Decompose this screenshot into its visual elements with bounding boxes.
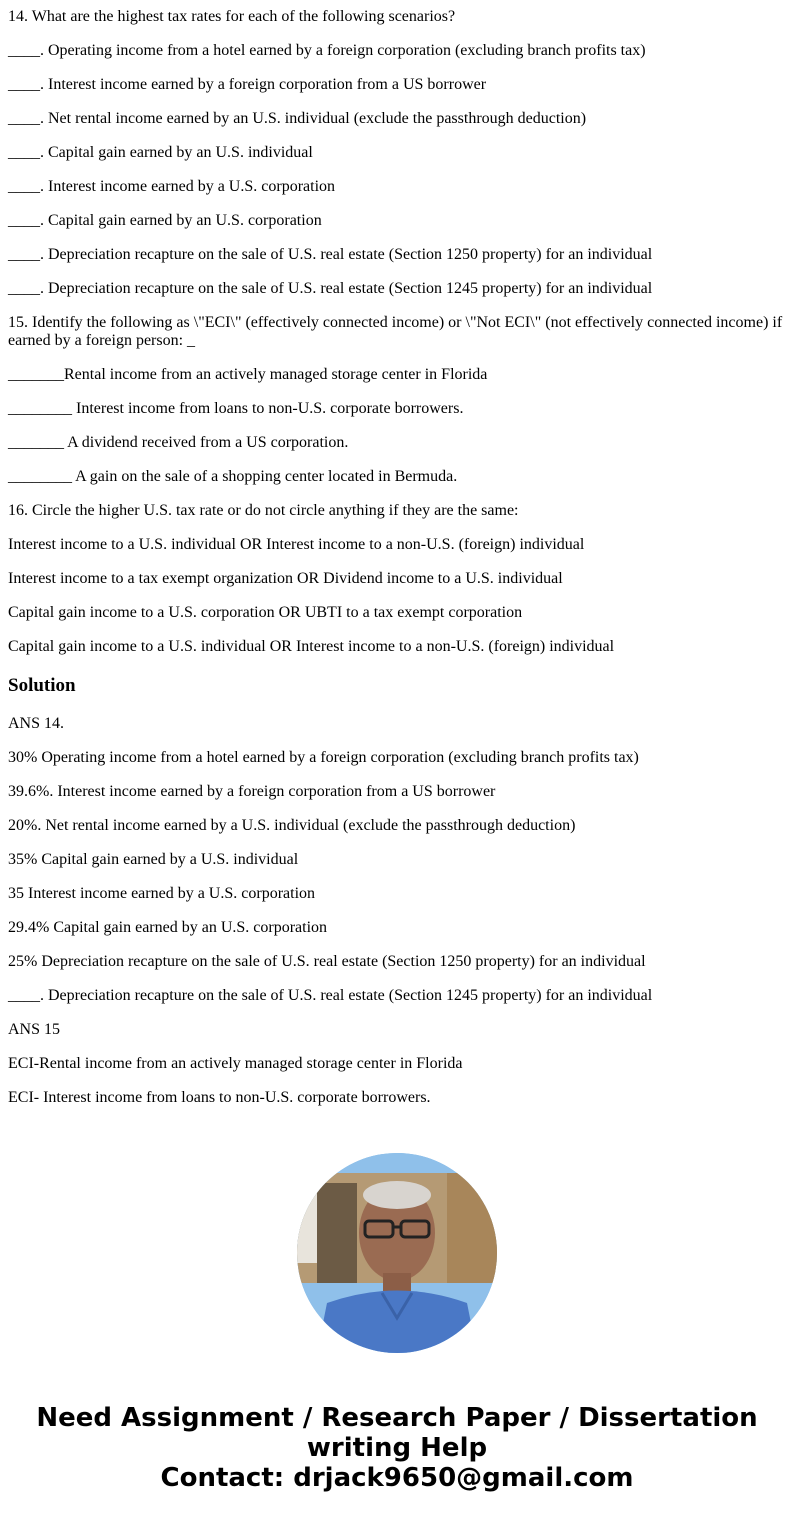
ans14-item: 35 Interest income earned by a U.S. corporation [8,885,316,902]
ans14-item: 39.6%. Interest income earned by a foreign corporation from a US borrower [8,783,496,800]
question-16-prompt: 16. Circle the higher U.S. tax rate or do not circle anything if they are the same: [8,502,519,519]
q14-item: ____. Capital gain earned by an U.S. individual [8,144,313,161]
ans-14-label: ANS 14. [8,715,65,732]
q14-item: ____. Capital gain earned by an U.S. corporation [8,212,322,229]
question-14-prompt: 14. What are the highest tax rates for each of the following scenarios? [8,8,456,25]
q14-item: ____. Interest income earned by a U.S. corporation [8,178,336,195]
q15-item: ________ A gain on the sale of a shopping center located in Bermuda. [8,468,458,485]
footer-line-1: Need Assignment / Research Paper / Dissertation [36,1403,758,1433]
ans14-item: 30% Operating income from a hotel earned by a foreign corporation (excluding branch profits tax) [8,749,639,766]
ans14-item: 35% Capital gain earned by a U.S. individual [8,851,299,868]
person-photo-icon [297,1153,497,1353]
q15-item: ________ Interest income from loans to non-U.S. corporate borrowers. [8,400,464,417]
ans14-item: 25% Depreciation recapture on the sale of U.S. real estate (Section 1250 property) for an individual [8,953,646,970]
q15-item: _______Rental income from an actively managed storage center in Florida [8,366,488,383]
promo-footer [0,1403,794,1493]
q16-item: Capital gain income to a U.S. individual OR Interest income to a non-U.S. (foreign) individual [8,638,615,655]
q16-item: Capital gain income to a U.S. corporation OR UBTI to a tax exempt corporation [8,604,523,621]
q16-item: Interest income to a U.S. individual OR Interest income to a non-U.S. (foreign) individual [8,536,585,553]
ans14-item: 20%. Net rental income earned by a U.S. individual (exclude the passthrough deduction) [8,817,576,834]
q16-item: Interest income to a tax exempt organization OR Dividend income to a U.S. individual [8,570,563,587]
q14-item: ____. Depreciation recapture on the sale of U.S. real estate (Section 1250 property) for an individual [8,246,653,263]
ans-15-label: ANS 15 [8,1021,61,1038]
avatar-illustration [297,1153,497,1353]
ans14-item: 29.4% Capital gain earned by an U.S. corporation [8,919,328,936]
ans14-item: ____. Depreciation recapture on the sale of U.S. real estate (Section 1245 property) for an individual [8,987,653,1004]
footer-line-2: writing Help [306,1433,488,1463]
ans15-item: ECI-Rental income from an actively managed storage center in Florida [8,1055,463,1072]
footer-contact: Contact: drjack9650@gmail.com [160,1463,634,1493]
q14-item: ____. Depreciation recapture on the sale of U.S. real estate (Section 1245 property) for an individual [8,280,653,297]
question-15-prompt: 15. Identify the following as \"ECI\" (effectively connected income) or \"Not ECI\" (not effectively connected income) if earned by a foreign person: _ [8,314,783,349]
q14-item: ____. Interest income earned by a foreign corporation from a US borrower [8,76,487,93]
q14-item: ____. Operating income from a hotel earned by a foreign corporation (excluding branch profits tax) [8,42,646,59]
q15-item: _______ A dividend received from a US corporation. [8,434,349,451]
q14-item: ____. Net rental income earned by an U.S. individual (exclude the passthrough deduction) [8,110,587,127]
ans15-item: ECI- Interest income from loans to non-U.S. corporate borrowers. [8,1089,431,1106]
solution-heading: Solution [8,675,76,696]
